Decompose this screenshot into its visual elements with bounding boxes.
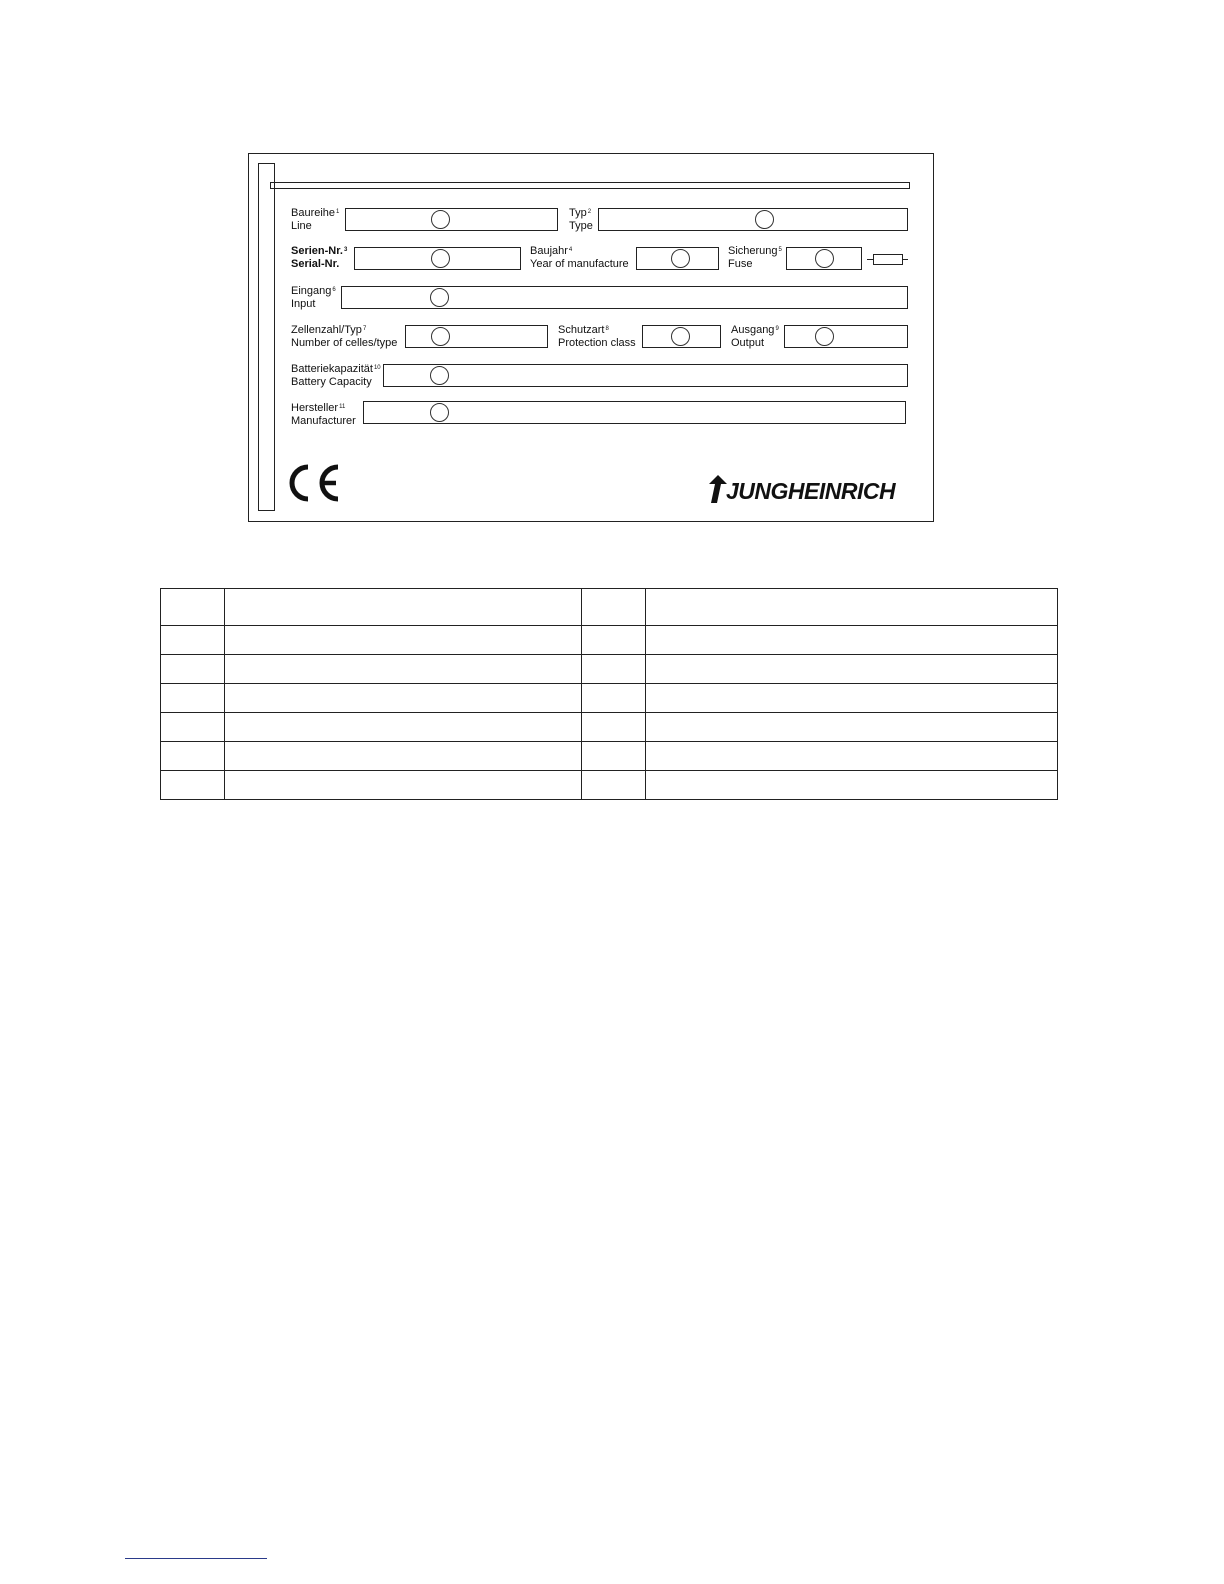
- table-cell: [582, 771, 646, 800]
- brand-arrow-icon: [708, 474, 728, 504]
- table-cell: [161, 589, 225, 626]
- table-cell: [161, 742, 225, 771]
- field-marker: [430, 403, 449, 422]
- table-cell: [161, 655, 225, 684]
- ce-mark-icon: [285, 463, 343, 503]
- fuse-icon: [873, 254, 903, 265]
- table-cell: [582, 684, 646, 713]
- field-marker: [671, 327, 690, 346]
- label-capacity: Batteriekapazität$^{10}$ Battery Capacity: [291, 363, 381, 388]
- table-row: [161, 684, 1058, 713]
- table-cell: [161, 771, 225, 800]
- table-cell: [582, 626, 646, 655]
- field-input: [341, 286, 908, 309]
- field-marker: [431, 327, 450, 346]
- field-year: [636, 247, 719, 270]
- field-marker: [671, 249, 690, 268]
- table-cell: [225, 655, 582, 684]
- label-input: Eingang$^6$ Input: [291, 285, 336, 310]
- field-marker: [431, 210, 450, 229]
- table-cell: [161, 626, 225, 655]
- table-cell: [582, 713, 646, 742]
- field-protection: [642, 325, 721, 348]
- field-manufacturer: [363, 401, 906, 424]
- table-row: [161, 626, 1058, 655]
- label-line: Baureihe$^1$ Line: [291, 207, 340, 232]
- label-serial: Serien-Nr.$^3$ Serial-Nr.: [291, 245, 348, 270]
- field-cells: [405, 325, 548, 348]
- label-fuse: Sicherung$^5$ Fuse: [728, 245, 782, 270]
- table-cell: [225, 626, 582, 655]
- table-cell: [161, 713, 225, 742]
- table-cell: [646, 713, 1058, 742]
- table-row: [161, 655, 1058, 684]
- field-capacity: [383, 364, 908, 387]
- label-manufacturer: Hersteller$^{11}$ Manufacturer: [291, 402, 356, 427]
- brand-logo: JUNGHEINRICH: [726, 478, 896, 504]
- table-cell: [582, 655, 646, 684]
- table-cell: [225, 771, 582, 800]
- nameplate-top-strip: [270, 182, 910, 189]
- table-cell: [582, 589, 646, 626]
- table-header-row: [161, 589, 1058, 626]
- field-marker: [755, 210, 774, 229]
- nameplate-left-strip: [258, 163, 275, 511]
- table-cell: [646, 655, 1058, 684]
- field-marker: [430, 288, 449, 307]
- field-marker: [815, 327, 834, 346]
- table-cell: [225, 684, 582, 713]
- label-cells: Zellenzahl/Typ$^7$ Number of celles/type: [291, 324, 398, 349]
- table-cell: [646, 589, 1058, 626]
- label-protection: Schutzart$^8$ Protection class: [558, 324, 636, 349]
- label-type: Typ$^2$ Type: [569, 207, 593, 232]
- table-row: [161, 742, 1058, 771]
- table-cell: [225, 589, 582, 626]
- label-year: Baujahr$^4$ Year of manufacture: [530, 245, 629, 270]
- table-cell: [161, 684, 225, 713]
- field-marker: [430, 366, 449, 385]
- label-output: Ausgang$^9$ Output: [731, 324, 779, 349]
- table-cell: [225, 713, 582, 742]
- table-cell: [225, 742, 582, 771]
- field-marker: [815, 249, 834, 268]
- table-cell: [646, 626, 1058, 655]
- field-fuse: [786, 247, 862, 270]
- table-cell: [646, 742, 1058, 771]
- table-cell: [646, 684, 1058, 713]
- field-line: [345, 208, 558, 231]
- field-type: [598, 208, 908, 231]
- field-output: [784, 325, 908, 348]
- footnote-separator: [125, 1558, 267, 1559]
- table-row: [161, 771, 1058, 800]
- field-serial: [354, 247, 521, 270]
- table-cell: [582, 742, 646, 771]
- field-marker: [431, 249, 450, 268]
- table-row: [161, 713, 1058, 742]
- legend-table: [160, 588, 1058, 800]
- table-cell: [646, 771, 1058, 800]
